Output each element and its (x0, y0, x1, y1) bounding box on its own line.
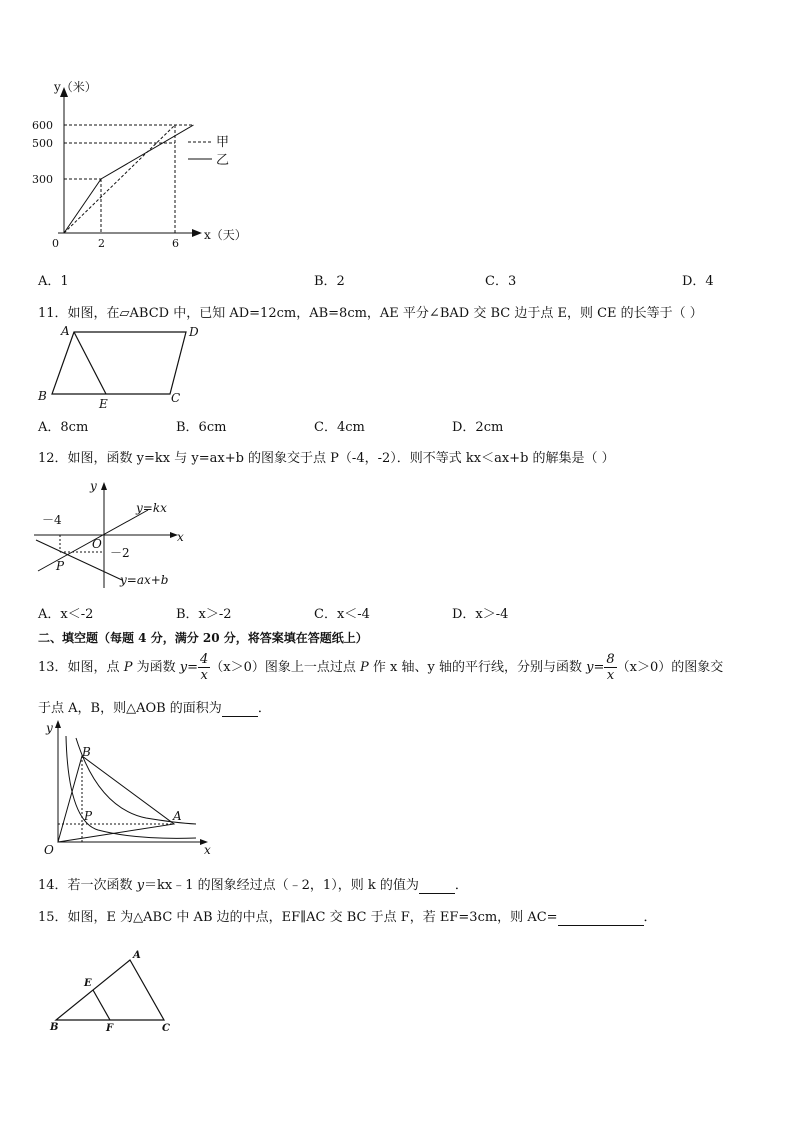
q10-option-c[interactable]: C．3 (485, 274, 517, 289)
q15-label-c: C (162, 1023, 170, 1034)
q13-end: ． (257, 701, 271, 716)
q13-p: P (123, 660, 133, 675)
q13-f2-num: 8 (606, 652, 615, 667)
q10-xlabel: x（天） (204, 228, 247, 242)
q15-label-e: E (84, 978, 92, 989)
q12-stem: 12．如图，函数 y=kx 与 y=ax+b 的图象交于点 P（-4，-2）．则不等式 kx＜ax+b 的解集是（ ） (38, 451, 615, 466)
q13-text-3: 作 x 轴、y 轴的平行线，分别与函数 (368, 660, 587, 675)
q14-y: y (136, 878, 145, 893)
q13-label-a: A (173, 809, 182, 823)
q10-x-tick-label: 2 (98, 237, 105, 250)
q13-f1-den: x (200, 668, 208, 683)
q11-label-b: B (38, 389, 47, 403)
q10-series-yi (64, 125, 194, 233)
q13-y2: y (586, 660, 594, 675)
q15-label-f: F (106, 1023, 114, 1034)
q15-end: ． (643, 910, 657, 925)
q13-label-x: x (204, 843, 211, 857)
q11-option-a[interactable]: A．8cm (38, 420, 89, 435)
q13-f2-den: x (606, 668, 615, 683)
q15-figure (44, 944, 184, 1034)
q14-answer-blank[interactable] (419, 878, 455, 894)
q10-x-tick-label: 0 (52, 237, 59, 250)
q11-label-d: D (189, 325, 199, 339)
q11-parallelogram (52, 332, 186, 394)
q12-label-p: P (56, 559, 65, 573)
q11-label-a: A (61, 324, 70, 338)
q11-stem: 11．如图，在▱ABCD 中，已知 AD=12cm，AB=8cm，AE 平分∠BAD 交 BC 边于点 E，则 CE 的长等于（ ） (38, 306, 703, 321)
q12-label-m4: －4 (42, 513, 62, 527)
q13-fraction-1 (198, 652, 210, 683)
q13-label-p: P (84, 809, 93, 823)
section2-heading: 二、填空题（每题 4 分，满分 20 分，将答案填在答题纸上） (38, 631, 368, 645)
q10-legend-jia: 甲 (216, 135, 230, 150)
q15-label-b: B (50, 1022, 59, 1033)
q12-option-b[interactable]: B．x＞-2 (176, 607, 232, 622)
q15-segment-ef (93, 990, 110, 1020)
q13-cond-2: （x＞0）的图象交 (616, 660, 724, 675)
q14-stem (38, 874, 468, 894)
q10-y-tick-label: 500 (32, 137, 53, 150)
q12-label-o: O (92, 537, 102, 551)
q11-option-d[interactable]: D．2cm (452, 420, 504, 435)
q13-eq2: = (593, 660, 605, 675)
q10-ylabel: y（米） (54, 80, 97, 94)
q10-legend-yi: 乙 (216, 153, 230, 168)
q10-x-tick-label: 6 (172, 237, 179, 250)
q11-figure (30, 322, 220, 412)
q13-label-y: y (46, 721, 53, 735)
q13-cond-1: （x＞0）图象上一点过点 (210, 660, 360, 675)
q13-text-1: 13．如图，点 (38, 660, 124, 675)
q15-stem (38, 906, 657, 926)
q13-p2: P (360, 660, 369, 675)
q13-line2-text: 于点 A，B，则△AOB 的面积为 (38, 701, 222, 716)
q14-end: ． (454, 878, 468, 893)
q13-line1 (38, 651, 723, 685)
q15-triangle-abc (56, 960, 164, 1020)
q12-label-y: y (90, 479, 97, 493)
q13-y1: y (179, 660, 188, 675)
q13-label-b: B (82, 745, 91, 759)
q12-label-yaxb: y=ax+b (120, 573, 169, 587)
q11-label-e: E (99, 397, 108, 411)
q12-option-c[interactable]: C．x＜-4 (314, 607, 370, 622)
q13-y-arrow (55, 720, 61, 728)
q12-label-x: x (177, 530, 184, 544)
q10-option-a[interactable]: A．1 (38, 274, 69, 289)
q13-line2 (38, 697, 271, 717)
q12-option-d[interactable]: D．x＞-4 (452, 607, 509, 622)
q13-answer-blank[interactable] (222, 701, 258, 717)
q11-option-c[interactable]: C．4cm (314, 420, 365, 435)
q15-text: 15．如图，E 为△ABC 中 AB 边的中点，EF∥AC 交 BC 于点 F，若 EF=3cm，则 AC= (38, 910, 558, 925)
q13-fraction-2 (604, 652, 616, 683)
q13-eq1: = (187, 660, 198, 675)
q13-text-2: 为函数 (132, 660, 180, 675)
q14-text-2: ＝kx﹣1 的图象经过点（﹣2，1），则 k 的值为 (144, 878, 419, 893)
q11-label-c: C (171, 391, 181, 405)
q10-chart (30, 75, 260, 255)
q13-f1-num: 4 (199, 652, 209, 667)
q12-figure (30, 472, 200, 592)
q15-answer-blank[interactable] (558, 910, 644, 926)
q12-label-ykx: y=kx (136, 501, 167, 515)
q13-label-o: O (44, 843, 54, 857)
q12-option-a[interactable]: A．x＜-2 (38, 607, 94, 622)
q10-y-tick-label: 300 (32, 173, 53, 186)
q10-option-d[interactable]: D．4 (682, 274, 714, 289)
q11-segment-ae (74, 332, 106, 394)
q14-text-1: 14．若一次函数 (38, 878, 137, 893)
q11-option-b[interactable]: B．6cm (176, 420, 227, 435)
q10-x-arrow (192, 229, 202, 237)
q13-figure (36, 716, 226, 861)
q12-label-m2: －2 (110, 546, 130, 560)
q10-option-b[interactable]: B．2 (314, 274, 345, 289)
q10-y-tick-label: 600 (32, 119, 53, 132)
q12-y-arrow (101, 482, 107, 490)
q15-label-a: A (133, 950, 141, 961)
q13-triangle-aob (58, 756, 174, 842)
